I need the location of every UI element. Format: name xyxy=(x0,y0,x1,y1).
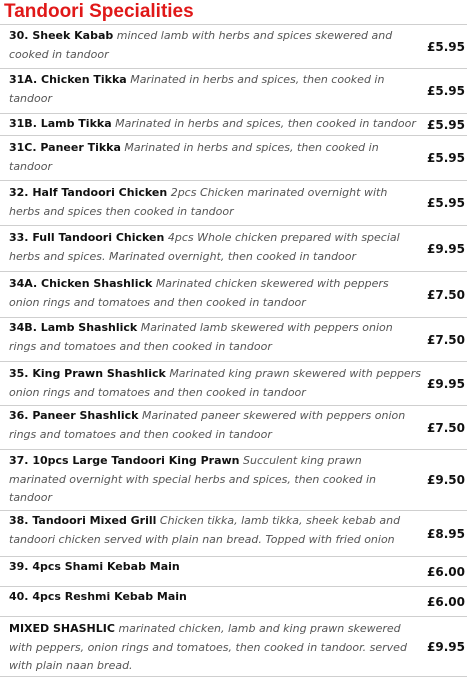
menu-item-description: Marinated chicken skewered with peppers onion rings and tomatoes and then cooked in tandoor xyxy=(9,277,389,309)
menu-item-price xyxy=(427,69,465,113)
menu-item xyxy=(0,24,467,68)
currency-symbol: £ xyxy=(427,420,436,435)
menu-item xyxy=(0,225,467,271)
menu-item-price xyxy=(427,226,465,271)
currency-symbol: £ xyxy=(427,332,436,347)
currency-symbol: £ xyxy=(427,594,436,609)
menu-item-body xyxy=(9,139,421,176)
menu-item-name: 31B. Lamb Tikka xyxy=(9,117,112,130)
menu-item-price xyxy=(427,318,465,361)
menu-item-price xyxy=(427,136,465,180)
currency-symbol: £ xyxy=(427,241,436,256)
currency-symbol: £ xyxy=(427,39,436,54)
menu-item xyxy=(0,113,467,135)
menu-item-price xyxy=(427,511,465,556)
menu-item-body xyxy=(9,407,421,444)
section-title: Tandoori Specialities xyxy=(4,1,194,22)
menu-item-body xyxy=(9,620,421,676)
menu-items-list xyxy=(0,24,467,677)
menu-item-name: 31C. Paneer Tikka xyxy=(9,141,121,154)
price-amount: 5.95 xyxy=(435,196,465,210)
menu-item-description: Succulent king prawn marinated overnight with special herbs and spices, then cooked in tandoor xyxy=(9,454,376,504)
menu-item-description: marinated chicken, lamb and king prawn skewered with peppers, onion rings and tomatoes, then cooked in tandoor. served with plain naan bread. xyxy=(9,622,407,672)
price-amount: 7.50 xyxy=(435,287,465,302)
menu-item-name: 36. Paneer Shashlick xyxy=(9,409,139,422)
price-amount: 9.95 xyxy=(435,241,465,256)
menu-item-body xyxy=(9,558,421,577)
menu-item-price xyxy=(427,587,465,616)
menu-item xyxy=(0,556,467,586)
price-amount: 5.95 xyxy=(435,151,465,165)
currency-symbol: £ xyxy=(427,376,436,391)
price-amount: 7.50 xyxy=(435,332,465,347)
price-amount: 8.95 xyxy=(435,526,465,541)
menu-item-description: Marinated in herbs and spices, then cooked in tandoor xyxy=(9,73,385,105)
menu-item xyxy=(0,271,467,317)
menu-item-description: Marinated paneer skewered with peppers onion rings and tomatoes and then cooked in tandoor xyxy=(9,409,406,441)
price-amount: 9.95 xyxy=(435,376,465,391)
menu-item-name: 38. Tandoori Mixed Grill xyxy=(9,514,157,527)
currency-symbol: £ xyxy=(427,84,436,98)
menu-item-body xyxy=(9,365,421,402)
menu-item-description: minced lamb with herbs and spices skewered and cooked in tandoor xyxy=(9,29,393,61)
menu-item-body xyxy=(9,319,421,356)
menu-item-price xyxy=(427,406,465,449)
menu-item xyxy=(0,616,467,677)
menu-item-price xyxy=(427,617,465,676)
menu-item xyxy=(0,449,467,510)
menu-item-description: Marinated king prawn skewered with peppers onion rings and tomatoes and then cooked in tandoor xyxy=(9,367,421,399)
menu-item-name: 40. 4pcs Reshmi Kebab Main xyxy=(9,590,187,603)
currency-symbol: £ xyxy=(427,639,436,654)
price-amount: 5.95 xyxy=(435,117,465,132)
price-amount: 5.95 xyxy=(435,39,465,54)
price-amount: 5.95 xyxy=(435,84,465,98)
price-amount: 7.50 xyxy=(435,420,465,435)
menu-item-price xyxy=(427,272,465,317)
menu-item-name: 32. Half Tandoori Chicken xyxy=(9,186,168,199)
menu-item-body xyxy=(9,275,421,312)
menu-item-name: 39. 4pcs Shami Kebab Main xyxy=(9,560,180,573)
currency-symbol: £ xyxy=(427,117,436,132)
menu-item-description: Marinated lamb skewered with peppers onion rings and tomatoes and then cooked in tandoor xyxy=(9,321,393,353)
menu-item xyxy=(0,361,467,405)
price-amount: 6.00 xyxy=(435,594,465,609)
currency-symbol: £ xyxy=(427,287,436,302)
menu-item-name: MIXED SHASHLIC xyxy=(9,622,115,635)
menu-item-name: 37. 10pcs Large Tandoori King Prawn xyxy=(9,454,240,467)
menu-item-name: 30. Sheek Kabab xyxy=(9,29,114,42)
menu-item-description: 2pcs Chicken marinated overnight with herbs and spices then cooked in tandoor xyxy=(9,186,388,218)
menu-item xyxy=(0,405,467,449)
menu-item xyxy=(0,68,467,113)
menu-item-description: Marinated in herbs and spices, then cooked in tandoor xyxy=(9,141,379,173)
menu-item xyxy=(0,586,467,616)
menu-item-price xyxy=(427,25,465,68)
currency-symbol: £ xyxy=(427,196,436,210)
price-amount: 9.50 xyxy=(435,473,465,487)
price-amount: 6.00 xyxy=(435,564,465,579)
menu-item-name: 34A. Chicken Shashlick xyxy=(9,277,153,290)
menu-item-body xyxy=(9,229,421,266)
menu-item-description: 4pcs Whole chicken prepared with special herbs and spices. Marinated overnight, then cooked in tandoor xyxy=(9,231,400,263)
currency-symbol: £ xyxy=(427,473,436,487)
menu-item-body xyxy=(9,452,421,508)
menu-item-price xyxy=(427,450,465,510)
menu-item-body xyxy=(9,588,421,607)
menu-item-price xyxy=(427,114,465,135)
menu-item xyxy=(0,135,467,180)
menu-item-price xyxy=(427,557,465,586)
menu-item xyxy=(0,317,467,361)
menu-item-name: 33. Full Tandoori Chicken xyxy=(9,231,165,244)
currency-symbol: £ xyxy=(427,151,436,165)
menu-item-body xyxy=(9,512,421,549)
menu-item-name: 31A. Chicken Tikka xyxy=(9,73,127,86)
menu-item-body xyxy=(9,115,421,134)
menu-item-price xyxy=(427,362,465,405)
menu-item xyxy=(0,180,467,225)
menu-item-price xyxy=(427,181,465,225)
price-amount: 9.95 xyxy=(435,639,465,654)
menu-item-description: Marinated in herbs and spices, then cooked in tandoor xyxy=(115,117,416,130)
menu-item xyxy=(0,510,467,556)
currency-symbol: £ xyxy=(427,564,436,579)
menu-item-name: 35. King Prawn Shashlick xyxy=(9,367,166,380)
menu-item-name: 34B. Lamb Shashlick xyxy=(9,321,138,334)
menu-item-body xyxy=(9,71,421,108)
menu-item-body xyxy=(9,184,421,221)
menu-item-body xyxy=(9,27,421,64)
currency-symbol: £ xyxy=(427,526,436,541)
menu-item-description: Chicken tikka, lamb tikka, sheek kebab and tandoori chicken served with plain nan bread. Topped with fried onion xyxy=(9,514,401,546)
